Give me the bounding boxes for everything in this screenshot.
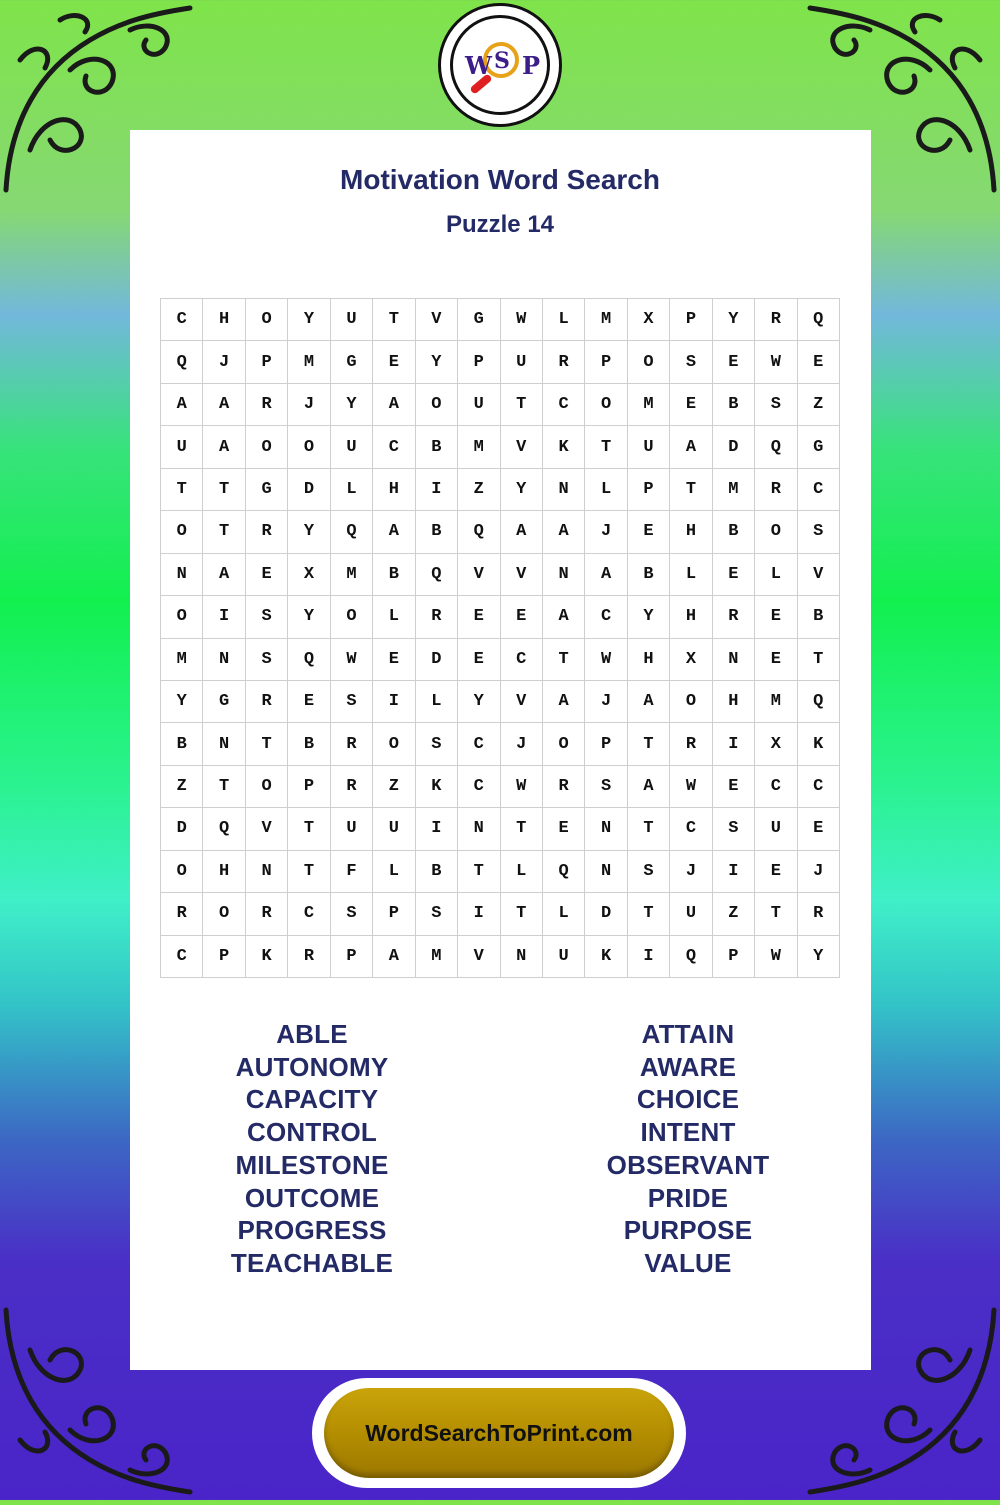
grid-cell[interactable]: U — [628, 426, 670, 468]
grid-cell[interactable]: C — [161, 299, 203, 341]
grid-cell[interactable]: B — [416, 511, 458, 553]
grid-cell[interactable]: W — [331, 639, 373, 681]
grid-cell[interactable]: O — [161, 511, 203, 553]
grid-cell[interactable]: C — [755, 766, 797, 808]
grid-cell[interactable]: A — [501, 511, 543, 553]
grid-cell[interactable]: T — [628, 808, 670, 850]
grid-cell[interactable]: S — [713, 808, 755, 850]
grid-cell[interactable]: A — [628, 766, 670, 808]
grid-cell[interactable]: E — [755, 639, 797, 681]
grid-cell[interactable]: T — [288, 851, 330, 893]
grid-cell[interactable]: H — [203, 851, 245, 893]
grid-cell[interactable]: U — [373, 808, 415, 850]
grid-cell[interactable]: N — [203, 639, 245, 681]
footer-badge — [312, 1378, 686, 1488]
grid-cell[interactable]: S — [798, 511, 840, 553]
grid-cell[interactable]: Q — [161, 341, 203, 383]
grid-cell[interactable]: A — [543, 681, 585, 723]
grid-cell[interactable]: V — [458, 936, 500, 978]
grid-cell[interactable]: L — [331, 469, 373, 511]
grid-cell[interactable]: W — [755, 341, 797, 383]
grid-cell[interactable]: W — [501, 299, 543, 341]
grid-cell[interactable]: M — [416, 936, 458, 978]
grid-cell[interactable]: R — [331, 723, 373, 765]
grid-cell[interactable]: I — [416, 469, 458, 511]
grid-cell[interactable]: B — [416, 426, 458, 468]
grid-cell[interactable]: U — [331, 299, 373, 341]
grid-cell[interactable]: T — [798, 639, 840, 681]
grid-cell[interactable]: B — [628, 554, 670, 596]
grid-cell[interactable]: G — [246, 469, 288, 511]
grid-cell[interactable]: Q — [798, 299, 840, 341]
word-list-item: TEACHABLE — [230, 1247, 394, 1278]
grid-cell[interactable]: T — [458, 851, 500, 893]
grid-cell[interactable]: C — [501, 639, 543, 681]
grid-cell[interactable]: N — [203, 723, 245, 765]
grid-cell[interactable]: J — [585, 681, 627, 723]
grid-cell[interactable]: J — [670, 851, 712, 893]
grid-cell[interactable]: A — [373, 511, 415, 553]
grid-cell[interactable]: Y — [458, 681, 500, 723]
grid-cell[interactable]: P — [246, 341, 288, 383]
grid-cell[interactable]: T — [501, 893, 543, 935]
grid-cell[interactable]: P — [288, 766, 330, 808]
grid-cell[interactable]: R — [416, 596, 458, 638]
grid-cell[interactable]: E — [373, 639, 415, 681]
grid-cell[interactable]: V — [501, 681, 543, 723]
grid-cell[interactable]: L — [585, 469, 627, 511]
grid-cell[interactable]: C — [798, 766, 840, 808]
grid-cell[interactable]: R — [331, 766, 373, 808]
grid-cell[interactable]: M — [585, 299, 627, 341]
grid-cell[interactable]: E — [755, 851, 797, 893]
grid-cell[interactable]: I — [713, 723, 755, 765]
grid-cell[interactable]: P — [585, 723, 627, 765]
grid-cell[interactable]: A — [161, 384, 203, 426]
grid-cell[interactable]: P — [670, 299, 712, 341]
grid-cell[interactable]: A — [373, 936, 415, 978]
grid-cell[interactable]: C — [373, 426, 415, 468]
letter-grid — [160, 298, 840, 978]
grid-cell[interactable]: T — [628, 723, 670, 765]
grid-cell[interactable]: U — [458, 384, 500, 426]
grid-cell[interactable]: Z — [373, 766, 415, 808]
grid-cell[interactable]: Q — [798, 681, 840, 723]
grid-cell[interactable]: S — [416, 723, 458, 765]
grid-cell[interactable]: R — [288, 936, 330, 978]
grid-cell[interactable]: T — [670, 469, 712, 511]
grid-cell[interactable]: J — [288, 384, 330, 426]
grid-cell[interactable]: L — [373, 596, 415, 638]
grid-cell[interactable]: D — [161, 808, 203, 850]
grid-cell[interactable]: Y — [501, 469, 543, 511]
logo-letter-p: P — [522, 51, 541, 80]
grid-cell[interactable]: H — [670, 511, 712, 553]
grid-cell[interactable]: U — [755, 808, 797, 850]
grid-cell[interactable]: V — [501, 554, 543, 596]
grid-cell[interactable]: Z — [798, 384, 840, 426]
grid-cell[interactable]: B — [288, 723, 330, 765]
grid-cell[interactable]: T — [501, 384, 543, 426]
word-list-item: CHOICE — [636, 1084, 740, 1115]
grid-cell[interactable]: T — [203, 511, 245, 553]
grid-cell[interactable]: V — [416, 299, 458, 341]
grid-cell[interactable]: E — [798, 808, 840, 850]
grid-cell[interactable]: S — [246, 639, 288, 681]
grid-cell[interactable]: T — [203, 469, 245, 511]
grid-cell[interactable]: U — [161, 426, 203, 468]
grid-cell[interactable]: Z — [161, 766, 203, 808]
grid-cell[interactable]: O — [755, 511, 797, 553]
page-title: Motivation Word Search — [340, 164, 660, 195]
grid-cell[interactable]: N — [543, 469, 585, 511]
logo-letter-w: W — [465, 51, 492, 80]
grid-cell[interactable]: L — [543, 893, 585, 935]
word-list-item: PRIDE — [647, 1182, 729, 1213]
grid-cell[interactable]: R — [246, 893, 288, 935]
grid-cell[interactable]: O — [203, 893, 245, 935]
grid-cell[interactable]: T — [373, 299, 415, 341]
grid-cell[interactable]: X — [628, 299, 670, 341]
word-list-item: ATTAIN — [641, 1019, 735, 1049]
grid-cell[interactable]: E — [543, 808, 585, 850]
grid-cell[interactable]: V — [458, 554, 500, 596]
grid-cell[interactable]: V — [246, 808, 288, 850]
grid-cell[interactable]: C — [585, 596, 627, 638]
grid-cell[interactable]: T — [585, 426, 627, 468]
grid-cell[interactable]: I — [713, 851, 755, 893]
word-list-item: PROGRESS — [237, 1215, 387, 1246]
grid-cell[interactable]: E — [628, 511, 670, 553]
word-list-item: PURPOSE — [623, 1215, 753, 1246]
grid-cell[interactable]: G — [798, 426, 840, 468]
grid-cell[interactable]: H — [670, 596, 712, 638]
grid-cell[interactable]: F — [331, 851, 373, 893]
grid-cell[interactable]: N — [161, 554, 203, 596]
grid-cell[interactable]: K — [798, 723, 840, 765]
grid-cell[interactable]: N — [543, 554, 585, 596]
grid-cell[interactable]: T — [161, 469, 203, 511]
grid-cell[interactable]: C — [458, 723, 500, 765]
grid-cell[interactable]: O — [585, 384, 627, 426]
grid-cell[interactable]: A — [543, 511, 585, 553]
grid-cell[interactable]: N — [585, 851, 627, 893]
grid-cell[interactable]: E — [458, 639, 500, 681]
logo-letter-s: S — [494, 48, 510, 74]
grid-cell[interactable]: O — [670, 681, 712, 723]
grid-cell[interactable]: I — [628, 936, 670, 978]
grid-cell[interactable]: W — [501, 766, 543, 808]
grid-cell[interactable]: Y — [288, 511, 330, 553]
grid-cell[interactable]: J — [798, 851, 840, 893]
grid-cell[interactable]: O — [373, 723, 415, 765]
word-list-item: INTENT — [640, 1117, 736, 1148]
grid-cell[interactable]: I — [458, 893, 500, 935]
grid-cell[interactable]: G — [203, 681, 245, 723]
grid-cell[interactable]: C — [670, 808, 712, 850]
grid-cell[interactable]: L — [501, 851, 543, 893]
grid-cell[interactable]: Y — [628, 596, 670, 638]
grid-cell[interactable]: U — [501, 341, 543, 383]
grid-cell[interactable]: Z — [713, 893, 755, 935]
grid-cell[interactable]: E — [713, 766, 755, 808]
grid-cell[interactable]: B — [713, 511, 755, 553]
word-list-right — [538, 1018, 838, 1280]
grid-cell[interactable]: R — [246, 511, 288, 553]
grid-cell[interactable]: E — [755, 596, 797, 638]
grid-cell[interactable]: O — [161, 596, 203, 638]
grid-cell[interactable]: N — [246, 851, 288, 893]
grid-cell[interactable]: R — [755, 469, 797, 511]
grid-cell[interactable]: Y — [288, 596, 330, 638]
grid-cell[interactable]: B — [373, 554, 415, 596]
grid-cell[interactable]: I — [373, 681, 415, 723]
logo-ring — [450, 15, 550, 115]
grid-cell[interactable]: L — [373, 851, 415, 893]
grid-cell[interactable]: E — [713, 341, 755, 383]
grid-cell[interactable]: D — [713, 426, 755, 468]
word-list-item: MILESTONE — [235, 1149, 389, 1180]
grid-cell[interactable]: Q — [288, 639, 330, 681]
grid-cell[interactable]: M — [288, 341, 330, 383]
grid-cell[interactable]: L — [755, 554, 797, 596]
grid-cell[interactable]: G — [331, 341, 373, 383]
grid-cell[interactable]: T — [628, 893, 670, 935]
grid-cell[interactable]: T — [203, 766, 245, 808]
grid-cell[interactable]: L — [543, 299, 585, 341]
grid-cell[interactable]: U — [670, 893, 712, 935]
grid-cell[interactable]: U — [331, 808, 373, 850]
grid-cell[interactable]: K — [246, 936, 288, 978]
grid-cell[interactable]: C — [458, 766, 500, 808]
grid-cell[interactable]: E — [798, 341, 840, 383]
site-link[interactable]: WordSearchToPrint.com — [324, 1388, 674, 1478]
grid-cell[interactable]: P — [585, 341, 627, 383]
grid-cell[interactable]: Q — [331, 511, 373, 553]
word-list-item: ABLE — [276, 1019, 348, 1049]
grid-cell[interactable]: X — [670, 639, 712, 681]
grid-cell[interactable]: K — [543, 426, 585, 468]
grid-cell[interactable]: N — [585, 808, 627, 850]
grid-cell[interactable]: U — [543, 936, 585, 978]
grid-cell[interactable]: B — [798, 596, 840, 638]
grid-cell[interactable]: H — [203, 299, 245, 341]
grid-cell[interactable]: T — [501, 808, 543, 850]
grid-cell[interactable]: T — [288, 808, 330, 850]
grid-cell[interactable]: Q — [203, 808, 245, 850]
grid-cell[interactable]: A — [203, 426, 245, 468]
grid-cell[interactable]: B — [416, 851, 458, 893]
grid-cell[interactable]: S — [670, 341, 712, 383]
word-list-item: AUTONOMY — [235, 1051, 389, 1082]
grid-cell[interactable]: Z — [458, 469, 500, 511]
grid-cell[interactable]: T — [543, 639, 585, 681]
grid-cell[interactable]: M — [628, 384, 670, 426]
grid-cell[interactable]: K — [416, 766, 458, 808]
grid-cell[interactable]: S — [246, 596, 288, 638]
grid-cell[interactable]: Q — [458, 511, 500, 553]
grid-cell[interactable]: R — [798, 893, 840, 935]
grid-cell[interactable]: D — [288, 469, 330, 511]
grid-cell[interactable]: J — [203, 341, 245, 383]
grid-cell[interactable]: C — [543, 384, 585, 426]
grid-cell[interactable]: Y — [416, 341, 458, 383]
grid-cell[interactable]: S — [331, 681, 373, 723]
grid-cell[interactable]: Y — [288, 299, 330, 341]
grid-cell[interactable]: R — [543, 341, 585, 383]
grid-cell[interactable]: S — [585, 766, 627, 808]
grid-cell[interactable]: B — [161, 723, 203, 765]
grid-cell[interactable]: A — [373, 384, 415, 426]
word-list-item: OBSERVANT — [606, 1149, 770, 1180]
grid-cell[interactable]: G — [458, 299, 500, 341]
grid-cell[interactable]: R — [670, 723, 712, 765]
grid-cell[interactable]: O — [246, 426, 288, 468]
grid-cell[interactable]: O — [331, 596, 373, 638]
grid-cell[interactable]: C — [798, 469, 840, 511]
grid-cell[interactable]: W — [585, 639, 627, 681]
grid-cell[interactable]: P — [373, 893, 415, 935]
grid-cell[interactable]: K — [585, 936, 627, 978]
grid-cell[interactable]: P — [713, 936, 755, 978]
site-logo[interactable] — [438, 3, 562, 127]
grid-cell[interactable]: M — [161, 639, 203, 681]
grid-cell[interactable]: P — [331, 936, 373, 978]
grid-cell[interactable]: L — [670, 554, 712, 596]
grid-cell[interactable]: E — [501, 596, 543, 638]
grid-cell[interactable]: Q — [670, 936, 712, 978]
grid-cell[interactable]: Y — [331, 384, 373, 426]
grid-cell[interactable]: P — [628, 469, 670, 511]
grid-cell[interactable]: I — [416, 808, 458, 850]
grid-cell[interactable]: Q — [755, 426, 797, 468]
grid-cell[interactable]: E — [458, 596, 500, 638]
grid-cell[interactable]: A — [543, 596, 585, 638]
grid-cell[interactable]: C — [288, 893, 330, 935]
grid-cell[interactable]: S — [416, 893, 458, 935]
grid-cell[interactable]: O — [246, 766, 288, 808]
grid-cell[interactable]: B — [713, 384, 755, 426]
grid-cell[interactable]: Q — [416, 554, 458, 596]
grid-cell[interactable]: X — [755, 723, 797, 765]
grid-cell[interactable]: M — [713, 469, 755, 511]
grid-cell[interactable]: O — [628, 341, 670, 383]
grid-cell[interactable]: T — [755, 893, 797, 935]
puzzle-number: Puzzle 14 — [445, 211, 555, 238]
grid-cell[interactable]: N — [713, 639, 755, 681]
grid-cell[interactable]: A — [585, 554, 627, 596]
grid-cell[interactable]: O — [543, 723, 585, 765]
word-list-item: CONTROL — [247, 1117, 377, 1148]
grid-cell[interactable]: D — [585, 893, 627, 935]
grid-cell[interactable]: E — [288, 681, 330, 723]
word-list-item: CAPACITY — [245, 1084, 379, 1115]
grid-cell[interactable]: A — [203, 554, 245, 596]
grid-cell[interactable]: N — [501, 936, 543, 978]
grid-cell[interactable]: X — [288, 554, 330, 596]
grid-cell[interactable]: R — [246, 681, 288, 723]
grid-cell[interactable]: H — [373, 469, 415, 511]
grid-cell[interactable]: E — [246, 554, 288, 596]
grid-cell[interactable]: J — [501, 723, 543, 765]
grid-cell[interactable]: E — [373, 341, 415, 383]
grid-cell[interactable]: H — [713, 681, 755, 723]
grid-cell[interactable]: R — [543, 766, 585, 808]
grid-cell[interactable]: W — [755, 936, 797, 978]
grid-cell[interactable]: P — [203, 936, 245, 978]
grid-cell[interactable]: W — [670, 766, 712, 808]
word-list-item: OUTCOME — [244, 1182, 380, 1213]
grid-cell[interactable]: O — [246, 299, 288, 341]
grid-cell[interactable]: Q — [543, 851, 585, 893]
grid-cell[interactable]: H — [628, 639, 670, 681]
word-list-item: AWARE — [639, 1051, 737, 1082]
grid-cell[interactable]: O — [288, 426, 330, 468]
grid-cell[interactable]: M — [331, 554, 373, 596]
grid-cell[interactable]: Y — [161, 681, 203, 723]
grid-cell[interactable]: M — [755, 681, 797, 723]
grid-cell[interactable]: L — [416, 681, 458, 723]
grid-cell[interactable]: P — [458, 341, 500, 383]
grid-cell[interactable]: D — [416, 639, 458, 681]
grid-cell[interactable]: Y — [713, 299, 755, 341]
grid-cell[interactable]: R — [161, 893, 203, 935]
grid-cell[interactable]: A — [670, 426, 712, 468]
grid-cell[interactable]: T — [246, 723, 288, 765]
grid-cell[interactable]: O — [161, 851, 203, 893]
grid-cell[interactable]: R — [713, 596, 755, 638]
grid-cell[interactable]: O — [416, 384, 458, 426]
grid-cell[interactable]: N — [458, 808, 500, 850]
grid-cell[interactable]: R — [755, 299, 797, 341]
grid-cell[interactable]: M — [458, 426, 500, 468]
word-list-left — [162, 1018, 462, 1280]
grid-cell[interactable]: U — [331, 426, 373, 468]
word-list-item: VALUE — [644, 1247, 732, 1278]
grid-cell[interactable]: V — [501, 426, 543, 468]
grid-cell[interactable]: S — [628, 851, 670, 893]
grid-cell[interactable]: V — [798, 554, 840, 596]
grid-cell[interactable]: I — [203, 596, 245, 638]
grid-cell[interactable]: A — [203, 384, 245, 426]
grid-cell[interactable]: Y — [798, 936, 840, 978]
grid-cell[interactable]: J — [585, 511, 627, 553]
grid-cell[interactable]: E — [670, 384, 712, 426]
grid-cell[interactable]: E — [713, 554, 755, 596]
grid-cell[interactable]: C — [161, 936, 203, 978]
grid-cell[interactable]: R — [246, 384, 288, 426]
grid-cell[interactable]: A — [628, 681, 670, 723]
grid-cell[interactable]: S — [331, 893, 373, 935]
grid-cell[interactable]: S — [755, 384, 797, 426]
